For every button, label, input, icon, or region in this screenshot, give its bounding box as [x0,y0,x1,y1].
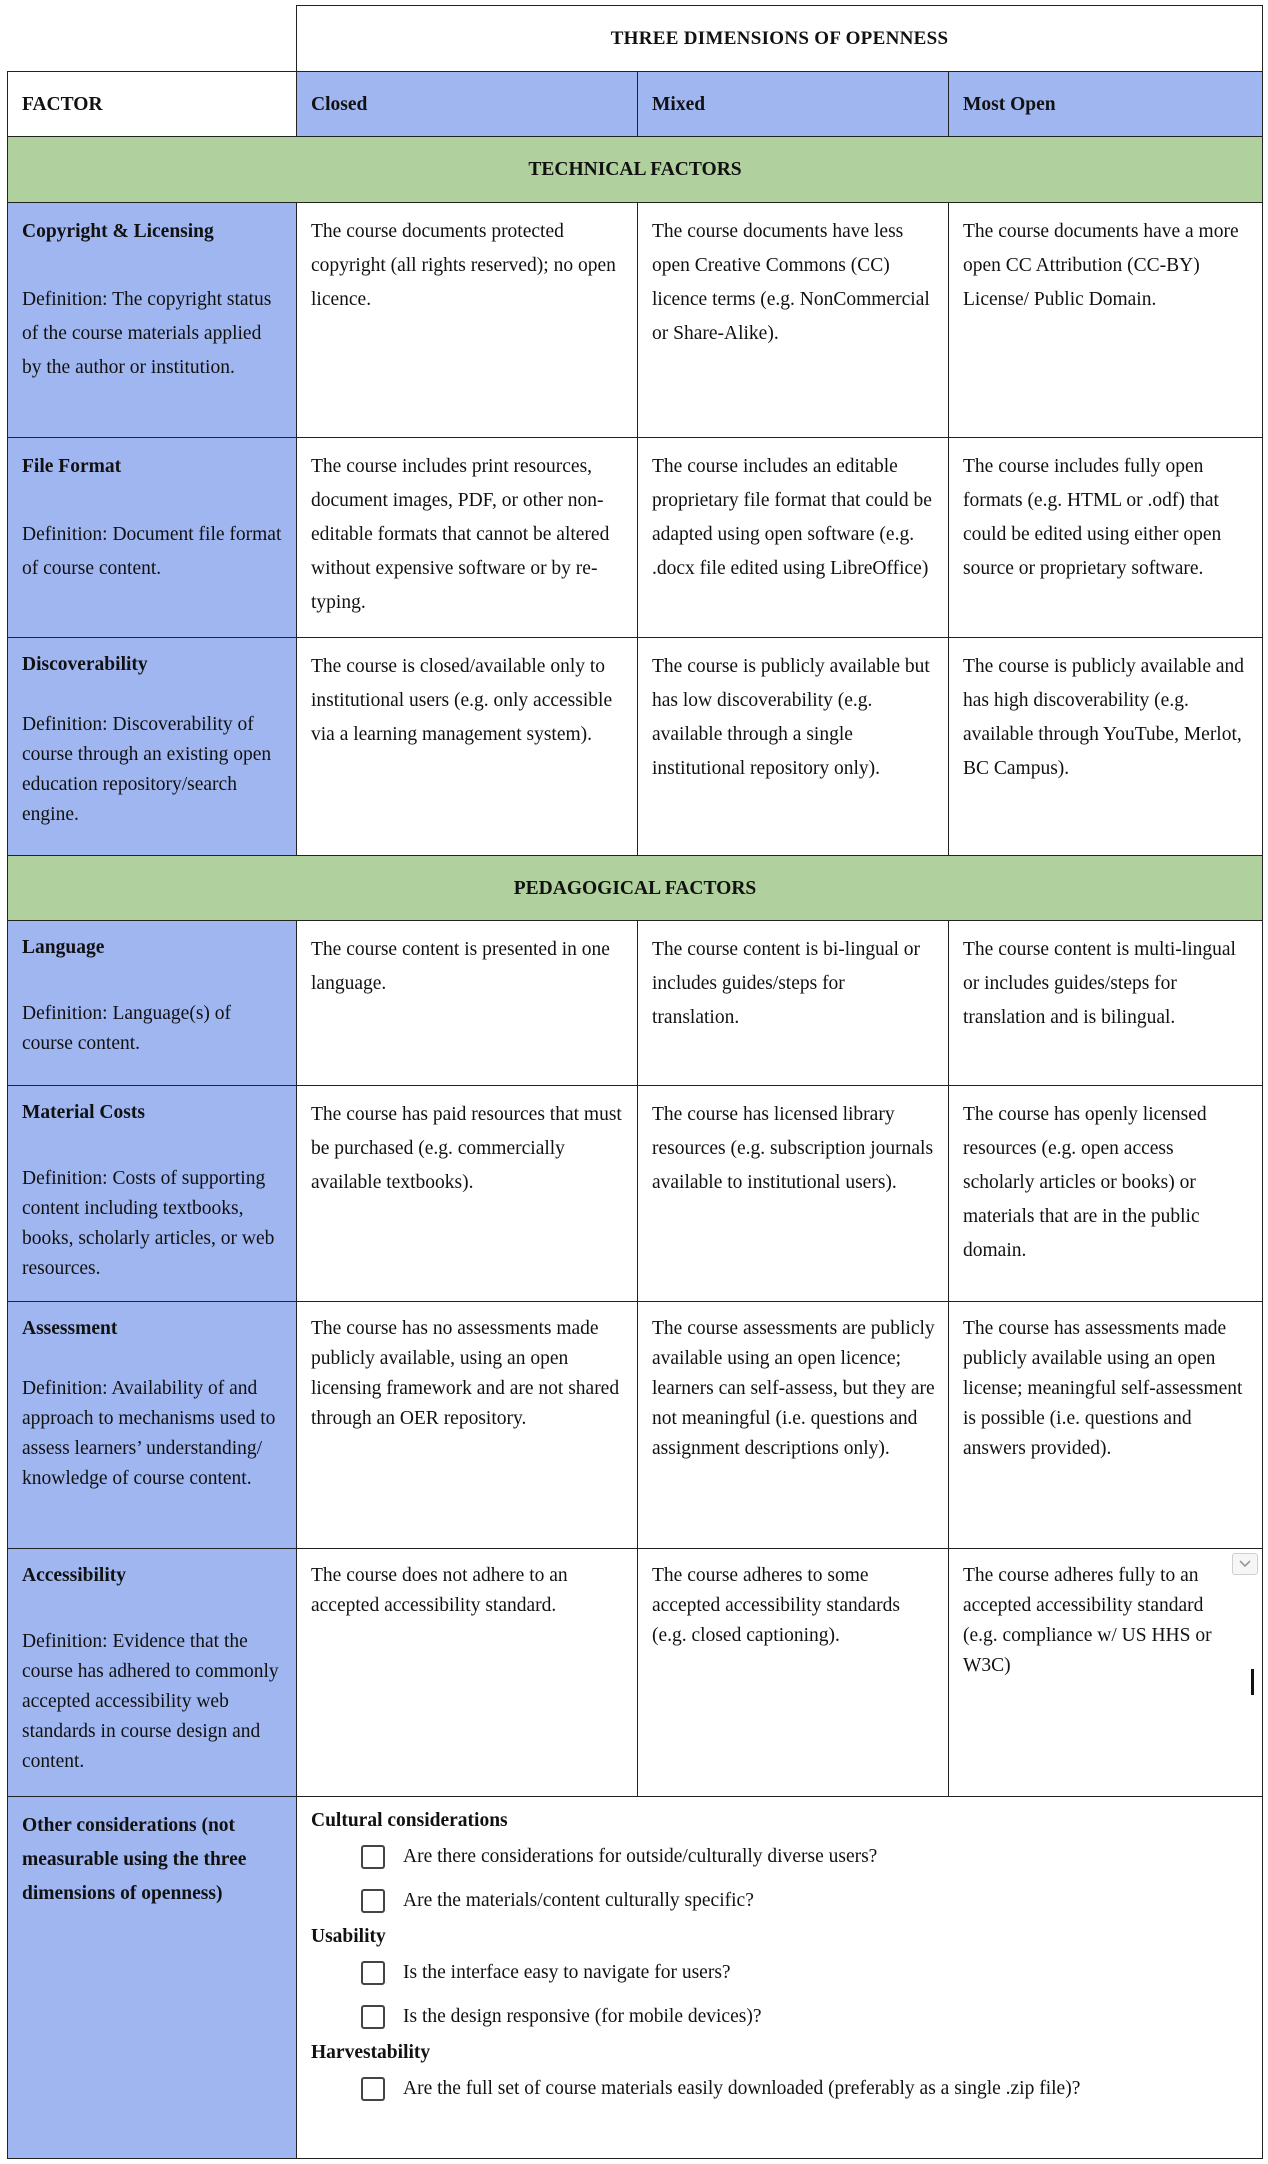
checklist-item-label: Are the full set of course materials easily downloaded (preferably as a single .zip file)? [403,2078,1081,2099]
open-cell-accessibility [948,1548,1263,1798]
text-cursor [1251,1669,1254,1695]
factor-definition: Definition: Document file format of course content. [22,524,282,579]
checklist-item [311,1879,1248,1923]
factor-cell-material-costs [7,1085,298,1303]
checkbox[interactable] [361,2077,385,2101]
mixed-cell-discoverability: The course is publicly available but has low discoverability (e.g. available through a single institutional repository only). [637,637,950,857]
closed-cell-material-costs: The course has paid resources that must be purchased (e.g. commercially available textbooks). [296,1085,639,1303]
closed-cell-file-format: The course includes print resources, document images, PDF, or other non-editable formats that cannot be altered without expensive software or by re-typing. [296,437,639,639]
open-cell-assessment: The course has assessments made publicly available using an open license; meaningful self-assessment is possible (i.e. questions and answers provided). [948,1301,1263,1550]
other-considerations-checklist [296,1796,1263,2159]
factor-name: Language [22,937,105,958]
open-cell-discoverability: The course is publicly available and has high discoverability (e.g. available through YouTube, Merlot, BC Campus). [948,637,1263,857]
factor-cell-discoverability [7,637,298,857]
checklist-item [311,1835,1248,1879]
mixed-cell-material-costs: The course has licensed library resources (e.g. subscription journals available to institutional users). [637,1085,950,1303]
mixed-cell-file-format: The course includes an editable proprietary file format that could be adapted using open software (e.g. .docx file edited using LibreOffice) [637,437,950,639]
closed-cell-language: The course content is presented in one language. [296,920,639,1087]
other-considerations-label: Other considerations (not measurable using the three dimensions of openness) [22,1815,247,1904]
mixed-cell-copyright: The course documents have less open Creative Commons (CC) licence terms (e.g. NonCommercial or Share-Alike). [637,202,950,439]
pedagogical-factors-heading: PEDAGOGICAL FACTORS [7,855,1263,922]
open-cell-language: The course content is multi-lingual or includes guides/steps for translation and is bilingual. [948,920,1263,1087]
checklist-item [311,1951,1248,1995]
open-cell-file-format: The course includes fully open formats (e.g. HTML or .odf) that could be edited using either open source or proprietary software. [948,437,1263,639]
factor-name: Assessment [22,1318,118,1339]
closed-cell-accessibility: The course does not adhere to an accepted accessibility standard. [296,1548,639,1798]
mixed-cell-assessment: The course assessments are publicly available using an open licence; learners can self-assess, but they are not meaningful (i.e. questions and assignment descriptions only). [637,1301,950,1550]
factor-name: Accessibility [22,1565,126,1586]
checklist-item [311,1995,1248,2039]
factor-cell-file-format [7,437,298,639]
mixed-cell-language: The course content is bi-lingual or includes guides/steps for translation. [637,920,950,1087]
other-considerations-label-cell [7,1796,298,2159]
checklist-item [311,2067,1248,2111]
factor-name: Copyright & Licensing [22,221,214,242]
closed-column-header: Closed [296,71,639,138]
factor-definition: Definition: Availability of and approach to mechanisms used to assess learners’ understanding/ knowledge of course content. [22,1378,276,1489]
cultural-considerations-heading: Cultural considerations [311,1810,508,1831]
open-cell-accessibility-text: The course adheres fully to an accepted accessibility standard (e.g. compliance w/ US HHS or W3C) [963,1565,1212,1676]
checkbox[interactable] [361,2005,385,2029]
usability-heading: Usability [311,1926,386,1947]
chevron-down-icon[interactable] [1232,1553,1258,1575]
checkbox[interactable] [361,1845,385,1869]
checkbox[interactable] [361,1889,385,1913]
closed-cell-discoverability: The course is closed/available only to institutional users (e.g. only accessible via a learning management system). [296,637,639,857]
factor-definition: Definition: Language(s) of course content. [22,1003,232,1054]
factor-cell-language [7,920,298,1087]
checklist-item-label: Is the interface easy to navigate for users? [403,1962,731,1983]
factor-name: File Format [22,456,122,477]
most-open-column-header: Most Open [948,71,1263,138]
factor-definition: Definition: Evidence that the course has adhered to commonly accepted accessibility web standards in course design and content. [22,1631,279,1772]
checklist-item-label: Are the materials/content culturally specific? [403,1890,754,1911]
factor-cell-copyright [7,202,298,439]
factor-definition: Definition: Costs of supporting content including textbooks, books, scholarly articles, or web resources. [22,1168,275,1279]
open-cell-copyright: The course documents have a more open CC Attribution (CC-BY) License/ Public Domain. [948,202,1263,439]
factor-cell-accessibility [7,1548,298,1798]
checkbox[interactable] [361,1961,385,1985]
closed-cell-assessment: The course has no assessments made publicly available, using an open licensing framework and are not shared through an OER repository. [296,1301,639,1550]
factor-definition: Definition: Discoverability of course through an existing open education repository/search engine. [22,714,272,825]
dimensions-title: THREE DIMENSIONS OF OPENNESS [296,5,1263,72]
factor-name: Material Costs [22,1102,145,1123]
technical-factors-heading: TECHNICAL FACTORS [7,136,1263,204]
mixed-cell-accessibility: The course adheres to some accepted accessibility standards (e.g. closed captioning). [637,1548,950,1798]
factor-cell-assessment [7,1301,298,1550]
checklist-item-label: Are there considerations for outside/culturally diverse users? [403,1846,878,1867]
closed-cell-copyright: The course documents protected copyright (all rights reserved); no open licence. [296,202,639,439]
factor-definition: Definition: The copyright status of the course materials applied by the author or institution. [22,289,272,378]
factor-column-header: FACTOR [7,71,298,138]
harvestability-heading: Harvestability [311,2042,431,2063]
checklist-item-label: Is the design responsive (for mobile devices)? [403,2006,762,2027]
mixed-column-header: Mixed [637,71,950,138]
open-cell-material-costs: The course has openly licensed resources (e.g. open access scholarly articles or books) or materials that are in the public domain. [948,1085,1263,1303]
factor-name: Discoverability [22,654,148,675]
